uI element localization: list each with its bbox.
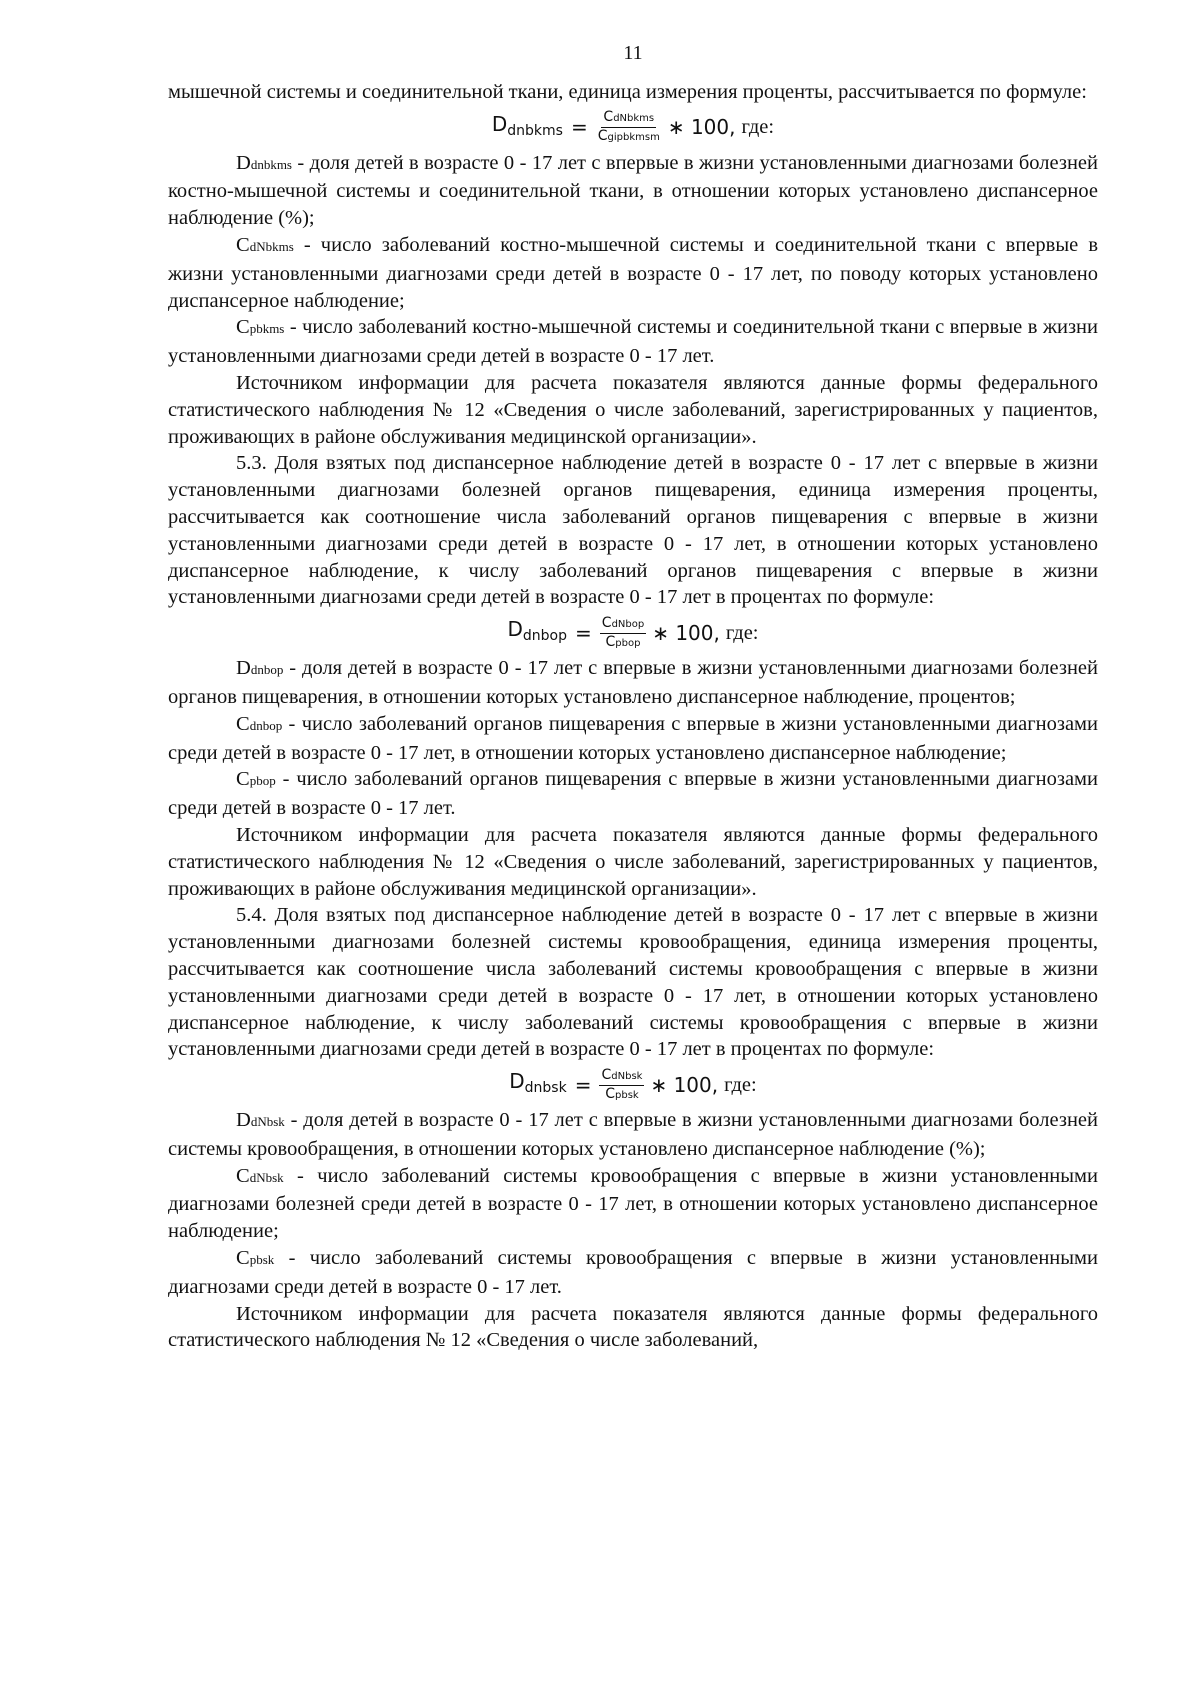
definition: Cpbkms - число заболеваний костно-мышечной системы и соединительной ткани с впервые в жизни установленными диагнозами среди детей в возрасте 0 - 17 лет. — [168, 316, 1098, 368]
definition: Cdnbop - число заболеваний органов пищеварения с впервые в жизни установленными диагнозами среди детей в возрасте 0 - 17 лет, в отношении которых установлено диспансерное наблюдение; — [168, 712, 1098, 764]
definition: CdNbkms - число заболеваний костно-мышечной системы и соединительной ткани с впервые в жизни установленными диагнозами среди детей в возрасте 0 - 17 лет, по поводу которых установлено диспансерное наблюдение; — [168, 233, 1098, 312]
definition: Ddnbop - доля детей в возрасте 0 - 17 лет с впервые в жизни установленными диагнозами болезней органов пищеварения, в отношении которых установлено диспансерное наблюдение, процентов; — [168, 657, 1098, 708]
paragraph: 5.3. Доля взятых под диспансерное наблюдение детей в возрасте 0 - 17 лет с впервые в жизни установленными диагнозами болезней органов пищеварения, единица измерения проценты, рассчитывается как соотношение числа заболеваний органов пищеварения с впервые в жизни установленными диагнозами среди детей в возрасте 0 - 17 лет, в отношении которых установлено диспансерное наблюдение, к числу заболеваний органов пищеварения с впервые в жизни установленными диагнозами среди детей в возрасте 0 - 17 лет в процентах по формуле: — [168, 452, 1098, 609]
formula-dnbop: $D_{dnbop}$ = $\frac{\text{CdNbop}}{\text{Cpbop}}$ ∗ 100, где: — [507, 614, 759, 650]
formula-dnbkms: $D_{dnbkms}$ = $\frac{\text{CdNbkms}}{\text{Cgipbkmsm}}$ ∗ 100, где: — [491, 109, 775, 145]
page-number: 11 — [623, 42, 643, 64]
definition: CdNbsk - число заболеваний системы кровообращения с впервые в жизни установленными диагнозами болезней среди детей в возрасте 0 - 17 лет, в отношении которых установлено диспансерное наблюдение; — [168, 1164, 1098, 1243]
definition: Cpbop - число заболеваний органов пищеварения с впервые в жизни установленными диагнозами среди детей в возрасте 0 - 17 лет. — [168, 768, 1098, 820]
formula-dnbsk: $D_{dnbsk}$ = $\frac{\text{CdNbsk}}{\text{Cpbsk}}$ ∗ 100, где: — [509, 1066, 757, 1102]
paragraph: 5.4. Доля взятых под диспансерное наблюдение детей в возрасте 0 - 17 лет с впервые в жизни установленными диагнозами болезней системы кровообращения, единица измерения проценты, рассчитывается как соотношение числа заболеваний системы кровообращения с впервые в жизни установленными диагнозами среди детей в возрасте 0 - 17 лет, в отношении которых установлено диспансерное наблюдение, к числу заболеваний системы кровообращения с впервые в жизни установленными диагнозами среди детей в возрасте 0 - 17 лет в процентах по формуле: — [168, 904, 1098, 1061]
document-page — [168, 40, 1098, 1354]
paragraph: Источником информации для расчета показателя являются данные формы федерального статистического наблюдения № 12 «Сведения о числе заболеваний, зарегистрированных у пациентов, проживающих в районе обслуживания медицинской организации». — [168, 823, 1098, 900]
paragraph: Источником информации для расчета показателя являются данные формы федерального статистического наблюдения № 12 «Сведения о числе заболеваний, зарегистрированных у пациентов, проживающих в районе обслуживания медицинской организации». — [168, 371, 1098, 448]
definition: Cpbsk - число заболеваний системы кровообращения с впервые в жизни установленными диагнозами среди детей в возрасте 0 - 17 лет. — [168, 1247, 1098, 1298]
paragraph: мышечной системы и соединительной ткани, единица измерения проценты, рассчитывается по формуле: — [168, 80, 1087, 103]
definition: Ddnbkms - доля детей в возрасте 0 - 17 лет с впервые в жизни установленными диагнозами болезней костно-мышечной системы и соединительной ткани, в отношении которых установлено диспансерное наблюдение (%); — [168, 151, 1098, 230]
paragraph: Источником информации для расчета показателя являются данные формы федерального статистического наблюдения № 12 «Сведения о числе заболеваний, — [168, 1302, 1098, 1352]
definition: DdNbsk - доля детей в возрасте 0 - 17 лет с впервые в жизни установленными диагнозами болезней системы кровообращения, в отношении которых установлено диспансерное наблюдение (%); — [168, 1109, 1098, 1160]
